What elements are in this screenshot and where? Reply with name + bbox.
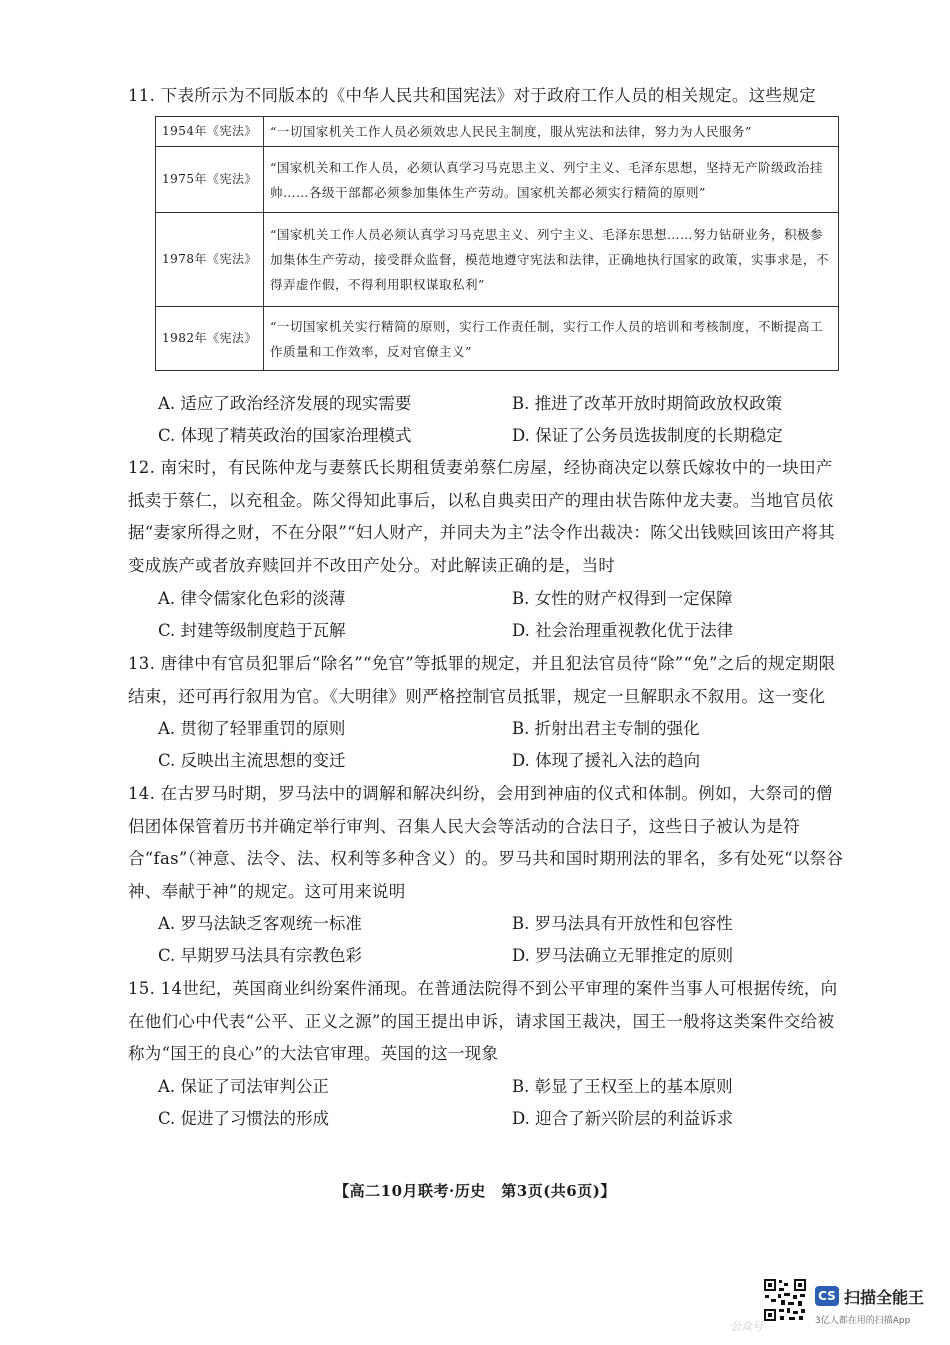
table-row	[156, 213, 839, 307]
option-b[interactable]: B. 折射出君主专制的强化	[512, 719, 700, 738]
table-text-cell: “一切国家机关实行精简的原则，实行工作责任制，实行工作人员的培训和考核制度，不断提高工作质量和工作效率，反对官僚主义”	[264, 307, 839, 371]
table-row	[156, 307, 839, 371]
option-a[interactable]: A. 保证了司法审判公正	[158, 1077, 329, 1096]
option-d[interactable]: D. 保证了公务员选拔制度的长期稳定	[512, 426, 783, 445]
table-row	[156, 117, 839, 147]
option-d[interactable]: D. 迎合了新兴阶层的利益诉求	[512, 1109, 734, 1128]
table-text-cell: “一切国家机关工作人员必须效忠人民民主制度，服从宪法和法律，努力为人民服务”	[264, 117, 839, 147]
constitution-table	[155, 116, 839, 371]
table-year-cell: 1975年《宪法》	[156, 147, 264, 213]
table-year-cell: 1954年《宪法》	[156, 117, 264, 147]
question-12-stem: 12. 南宋时，有民陈仲龙与妻蔡氏长期租赁妻弟蔡仁房屋，经协商决定以蔡氏嫁妆中的一块田产抵卖于蔡仁，以充租金。陈父得知此事后，以私自典卖田产的理由状告陈仲龙夫妻。当地官员依据“妻家所得之财，不在分限”“妇人财产，并同夫为主”法令作出裁决：陈父出钱赎回该田产将其变成族产或者放弃赎回并不改田产处分。对此解读正确的是，当时	[128, 458, 835, 575]
table-year-cell: 1982年《宪法》	[156, 307, 264, 371]
app-name: 扫描全能王	[844, 1288, 925, 1307]
question-15-stem: 15. 14世纪，英国商业纠纷案件涌现。在普通法院得不到公平审理的案件当事人可根据传统，向在他们心中代表“公平、正义之源”的国王提出申诉，请求国王裁决，国王一般将这类案件交给被称为“国王的良心”的大法官审理。英国的这一现象	[128, 979, 838, 1063]
option-b[interactable]: B. 彰显了王权至上的基本原则	[512, 1077, 733, 1096]
option-d[interactable]: D. 罗马法确立无罪推定的原则	[512, 946, 734, 965]
option-c[interactable]: C. 封建等级制度趋于瓦解	[158, 621, 346, 640]
option-b[interactable]: B. 罗马法具有开放性和包容性	[512, 914, 733, 933]
option-d[interactable]: D. 体现了援礼入法的趋向	[512, 751, 701, 770]
option-a[interactable]: A. 律令儒家化色彩的淡薄	[158, 589, 346, 608]
app-tagline: 3亿人都在用的扫描App	[815, 1316, 911, 1326]
table-text-cell: “国家机关工作人员必须认真学习马克思主义、列宁主义、毛泽东思想……努力钻研业务，积极参加集体生产劳动，接受群众监督，模范地遵守宪法和法律，正确地执行国家的政策，实事求是，不得弄虚作假，不得利用职权谋取私利”	[264, 213, 839, 307]
option-c[interactable]: C. 反映出主流思想的变迁	[158, 751, 346, 770]
option-a[interactable]: A. 适应了政治经济发展的现实需要	[158, 394, 412, 413]
option-b[interactable]: B. 推进了改革开放时期简政放权政策	[512, 394, 783, 413]
table-row	[156, 147, 839, 213]
table-text-cell: “国家机关和工作人员，必须认真学习马克思主义、列宁主义、毛泽东思想，坚持无产阶级政治挂帅……各级干部都必须参加集体生产劳动。国家机关都必须实行精简的原则”	[264, 147, 839, 213]
option-b[interactable]: B. 女性的财产权得到一定保障	[512, 589, 733, 608]
question-14-stem: 14. 在古罗马时期，罗马法中的调解和解决纠纷，会用到神庙的仪式和体制。例如，大祭司的僧侣团体保管着历书并确定举行审判、召集人民大会等活动的合法日子，这些日子被认为是符合“fas”（神意、法令、法、权利等多种含义）的。罗马共和国时期刑法的罪名，多有处死“以祭谷神、奉献于神”的规定。这可用来说明	[128, 784, 844, 901]
qr-code-icon[interactable]	[763, 1278, 807, 1322]
page-footer: 【高二10月联考·历史 第3页(共6页)】	[334, 1182, 616, 1200]
camscanner-logo-icon: CS	[815, 1286, 839, 1306]
option-c[interactable]: C. 早期罗马法具有宗教色彩	[158, 946, 363, 965]
option-c[interactable]: C. 体现了精英政治的国家治理模式	[158, 426, 412, 445]
option-a[interactable]: A. 贯彻了轻罪重罚的原则	[158, 719, 346, 738]
table-year-cell: 1978年《宪法》	[156, 213, 264, 307]
option-d[interactable]: D. 社会治理重视教化优于法律	[512, 621, 734, 640]
question-11-stem: 11. 下表所示为不同版本的《中华人民共和国宪法》对于政府工作人员的相关规定。这些规定	[128, 86, 816, 105]
watermark: 公众号	[730, 1320, 763, 1333]
option-c[interactable]: C. 促进了习惯法的形成	[158, 1109, 330, 1128]
question-13-stem: 13. 唐律中有官员犯罪后“除名”“免官”等抵罪的规定，并且犯法官员待“除”“免”之后的规定期限结束，还可再行叙用为官。《大明律》则严格控制官员抵罪，规定一旦解职永不叙用。这一变化	[128, 654, 836, 706]
option-a[interactable]: A. 罗马法缺乏客观统一标准	[158, 914, 362, 933]
